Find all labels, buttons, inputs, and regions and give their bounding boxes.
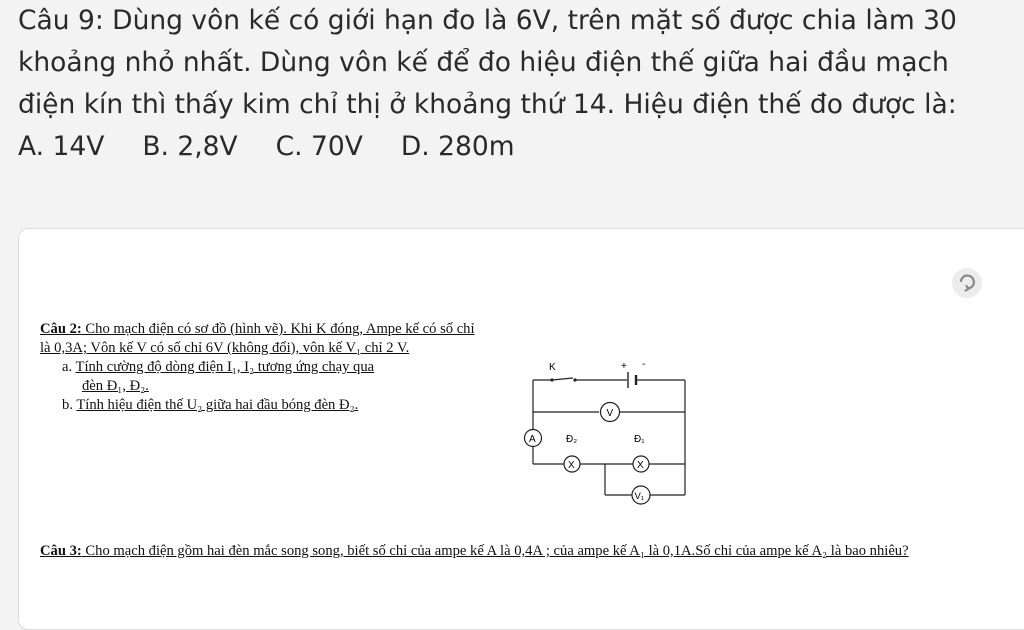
option-d[interactable]: D. 280m (400, 131, 515, 162)
battery-minus: - (642, 359, 646, 370)
part-a-text-2: đèn Đ₁, Đ₂. (82, 378, 149, 394)
question-2-part-a (40, 358, 485, 396)
question-9 (18, 0, 1018, 168)
question-3 (40, 542, 1015, 561)
part-b-label: b. (62, 397, 73, 413)
lamp-1-symbol: X (637, 460, 644, 471)
question-2-intro-text: Cho mạch điện có sơ đồ (hình vẽ). Khi K đóng, Ampe kế có số chỉ là 0,3A; Vôn kế V có số chỉ 6V (không đổi), vôn kế V₁ chỉ 2 V. (40, 321, 475, 356)
battery-plus: + (621, 361, 627, 372)
loading-spinner-icon (952, 268, 982, 298)
question-2-intro (40, 320, 485, 358)
question-2-part-b (40, 396, 485, 415)
switch-label: K (549, 362, 556, 373)
option-c[interactable]: C. 70V (275, 131, 363, 162)
question-9-line-2: khoảng nhỏ nhất. Dùng vôn kế để đo hiệu điện thế giữa hai đầu mạch (18, 47, 949, 78)
question-3-title: Câu 3: (40, 543, 82, 559)
circuit-diagram (515, 352, 695, 512)
lamp-2-label: Đ₂ (566, 434, 578, 445)
part-a-label: a. (62, 359, 73, 375)
answer-options (18, 126, 1018, 168)
lamp-2-symbol: X (568, 460, 575, 471)
ammeter-label: A (529, 434, 536, 445)
voltmeter-1-label: V₁ (634, 491, 645, 502)
option-a[interactable]: A. 14V (18, 131, 105, 162)
question-9-line-3: điện kín thì thấy kim chỉ thị ở khoảng thứ 14. Hiệu điện thế đo được là: (18, 89, 957, 120)
question-3-text: Cho mạch điện gồm hai đèn mắc song song, biết số chỉ của ampe kế A là 0,4A ; của ampe kế A₁ là 0,1A.Số chỉ của ampe kế A₂ là bao nhiêu? (81, 543, 909, 559)
question-2 (40, 320, 485, 415)
question-9-line-1: Câu 9: Dùng vôn kế có giới hạn đo là 6V, trên mặt số được chia làm 30 (18, 5, 957, 36)
part-b-text: Tính hiệu điện thế U₂ giữa hai đầu bóng đèn Đ₂. (76, 397, 359, 413)
lamp-1-label: Đ₁ (634, 434, 645, 445)
part-a-text: Tính cường độ dòng điện I₁, I₂ tương ứng chạy qua (75, 359, 375, 375)
option-b[interactable]: B. 2,8V (142, 131, 238, 162)
voltmeter-label: V (606, 408, 614, 419)
question-2-title: Câu 2: (40, 321, 82, 337)
